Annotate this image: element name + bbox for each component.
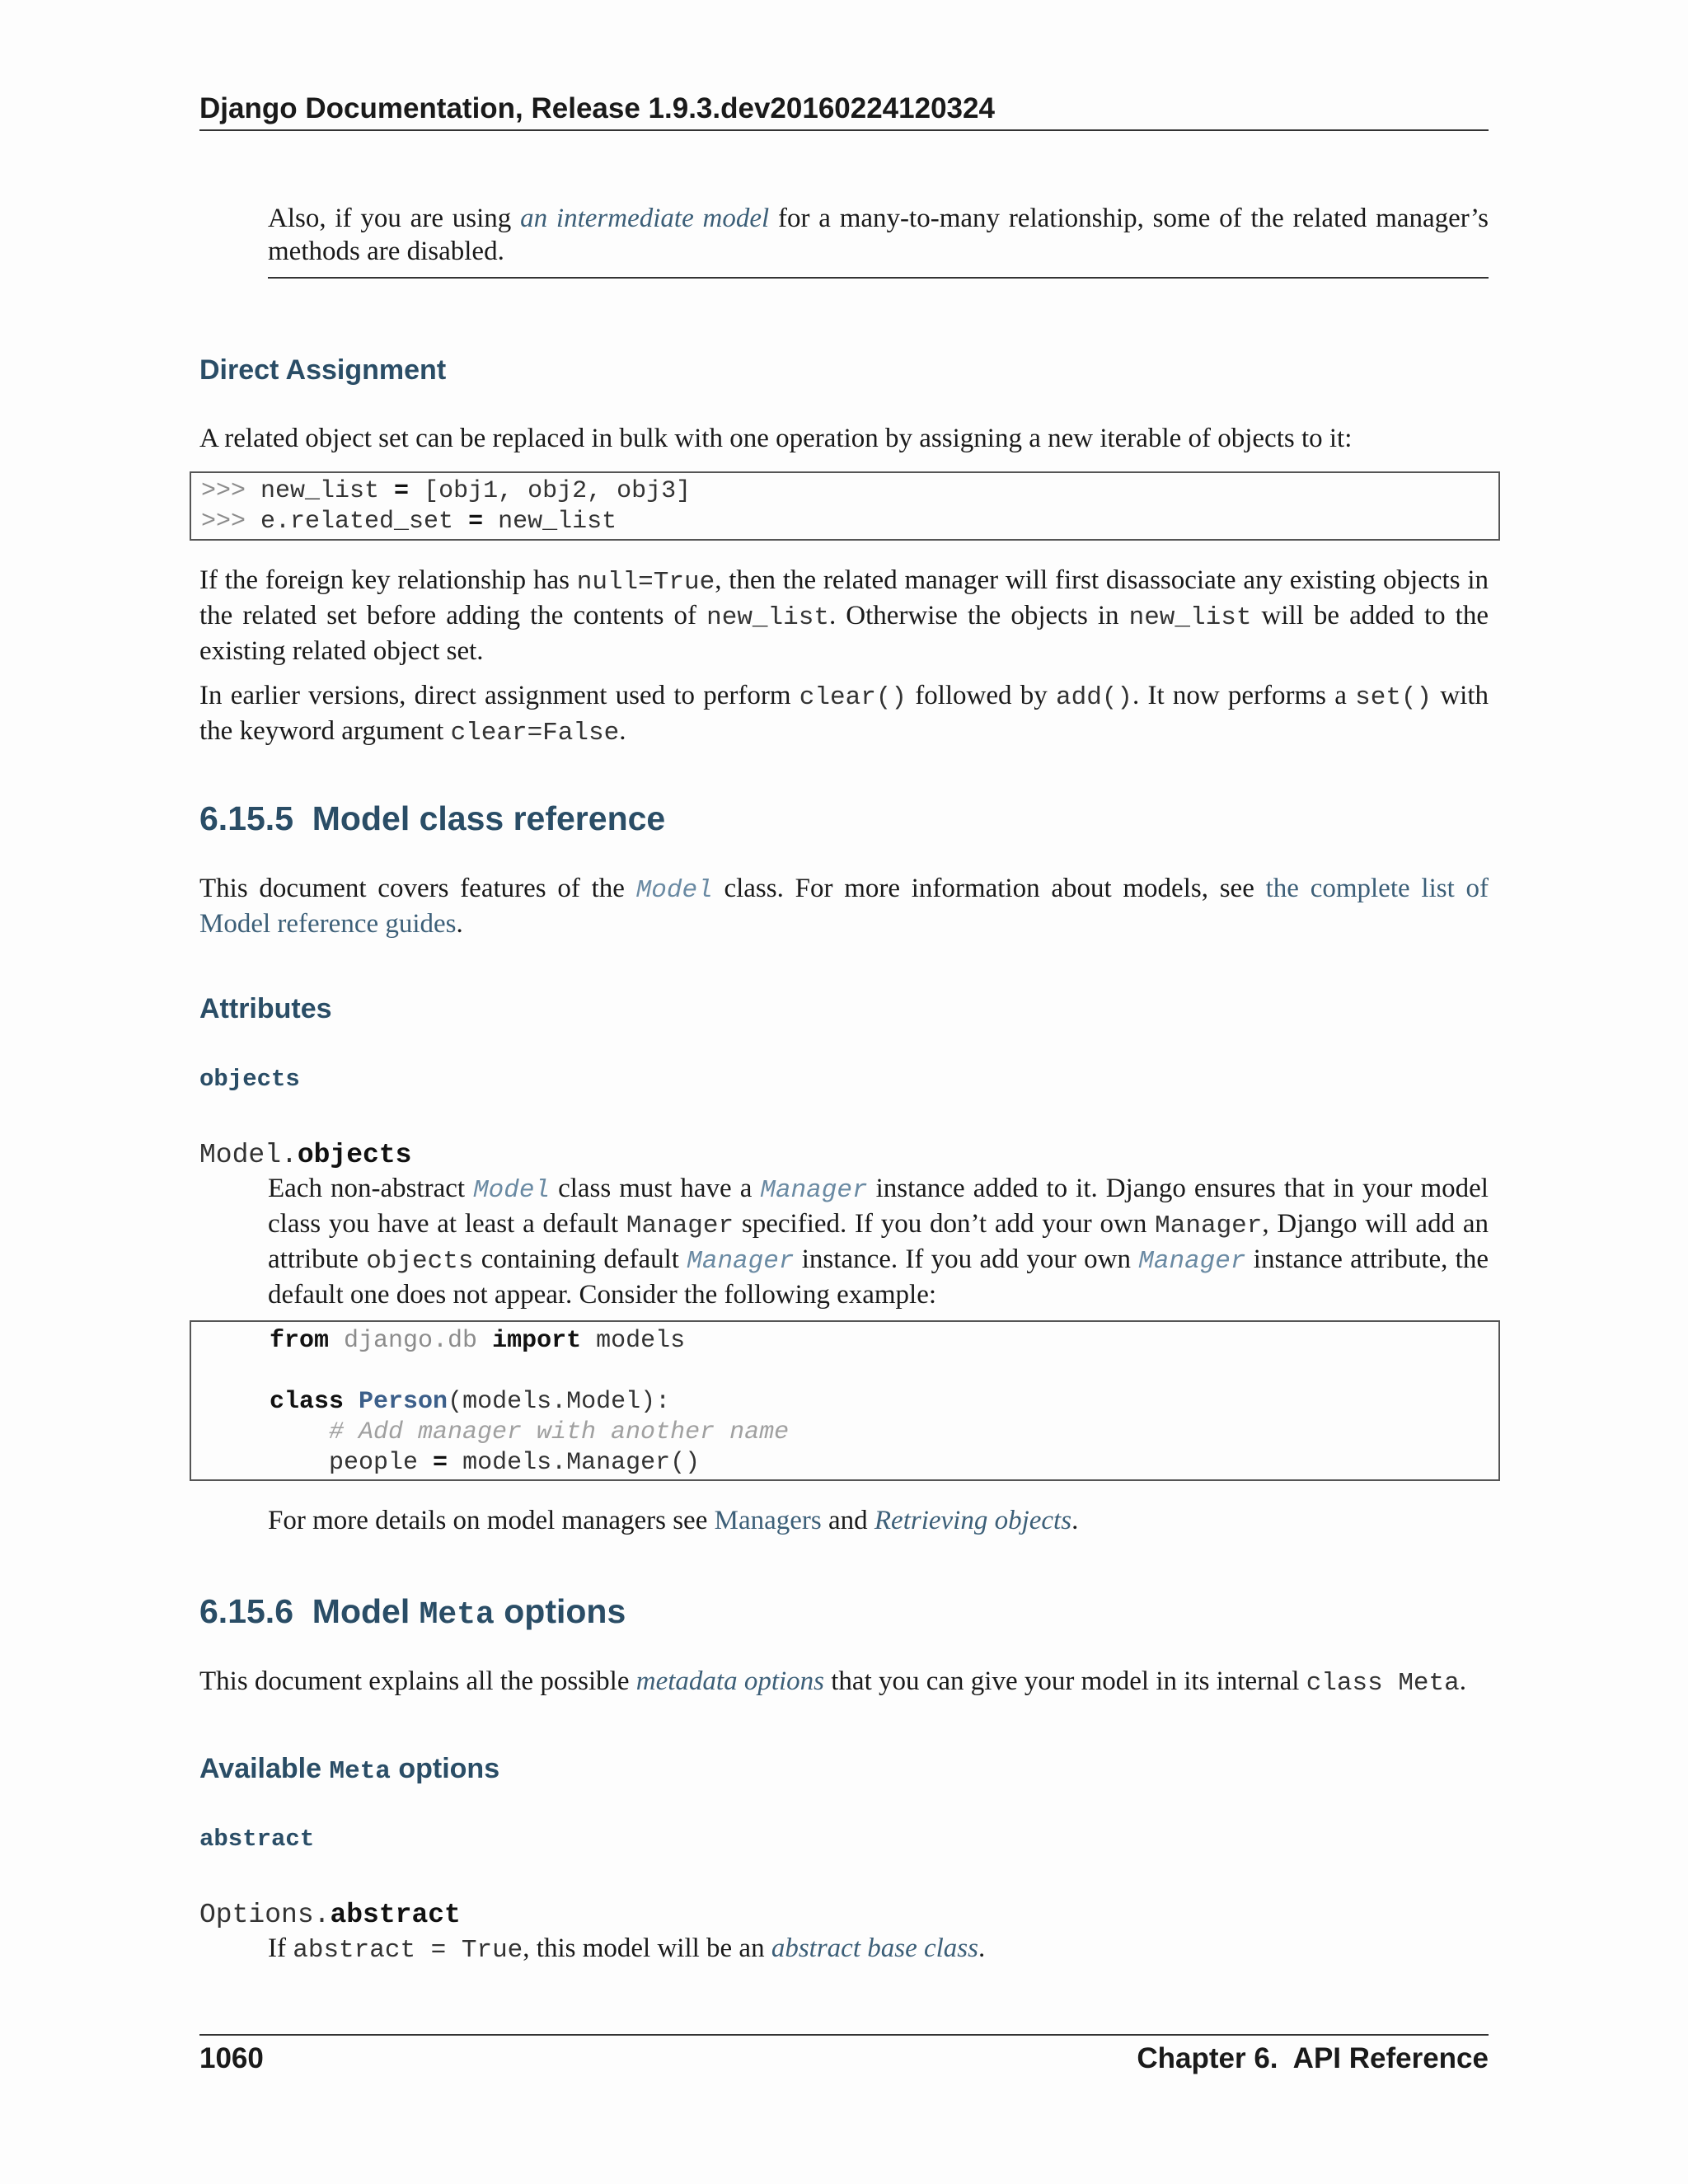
header-rule — [199, 129, 1489, 131]
managers-link[interactable]: Managers — [714, 1506, 822, 1535]
model-class-reference-heading: 6.15.5 Model class reference — [199, 799, 666, 837]
model-reference-guides-link[interactable]: the complete list of Model reference guides — [199, 874, 1489, 939]
model-managers-paragraph: For more details on model managers see Managers and Retrieving objects. — [268, 1506, 1079, 1535]
model-objects-description: Each non-abstract Model class must have a Manager instance added to it. Django ensures that in your model class you have at least a default Manager specified. If you don’t add your own Manager, Django will add an attribute objects containing default Manager instance. If you add your own Manager instance attribute, the default one does not appear. Consider the following example: — [268, 1174, 1489, 1310]
code-block-person-model — [190, 1320, 1500, 1481]
code-line: >>> e.related_set = new_list — [201, 508, 617, 536]
model-link[interactable]: Model — [473, 1176, 551, 1205]
model-link[interactable]: Model — [635, 876, 713, 905]
code-line: >>> new_list = [obj1, obj2, obj3] — [201, 477, 692, 505]
note-paragraph: Also, if you are using an intermediate model for a many-to-many relationship, some of the related manager’s methods are disabled. — [268, 204, 1489, 266]
meta-options-intro: This document explains all the possible metadata options that you can give your model in its internal class Meta. — [199, 1666, 1466, 1698]
manager-link[interactable]: Manager — [1138, 1247, 1246, 1276]
page-number: 1060 — [199, 2042, 264, 2074]
null-true-paragraph: If the foreign key relationship has null=True, then the related manager will first disassociate any existing objects in the related set before adding the contents of new_list. Otherwise the objects in new_list will be added to the existing related object set. — [199, 565, 1489, 666]
abstract-base-class-link[interactable]: abstract base class — [771, 1933, 978, 1963]
model-class-reference-intro: This document covers features of the Model class. For more information about models, see the complete list of Model reference guides. — [199, 874, 1489, 939]
intermediate-model-link[interactable]: an intermediate model — [520, 204, 770, 233]
code-line: class Person(models.Model): — [270, 1388, 671, 1416]
earlier-versions-paragraph: In earlier versions, direct assignment used to perform clear() followed by add(). It now performs a set() with the keyword argument clear=False. — [199, 681, 1489, 748]
options-abstract-signature: Options.abstract — [199, 1900, 461, 1930]
retrieving-objects-link[interactable]: Retrieving objects — [874, 1506, 1072, 1535]
abstract-heading: abstract — [199, 1825, 315, 1853]
objects-heading: objects — [199, 1066, 300, 1093]
code-line: people = models.Manager() — [329, 1449, 701, 1477]
direct-assignment-intro: A related object set can be replaced in bulk with one operation by assigning a new iterable of objects to it: — [199, 424, 1353, 453]
options-abstract-description: If abstract = True, this model will be an abstract base class. — [268, 1933, 986, 1965]
manager-link[interactable]: Manager — [687, 1247, 795, 1276]
available-meta-options-heading: Available Meta options — [199, 1753, 500, 1786]
code-line: # Add manager with another name — [329, 1418, 790, 1446]
footer-rule — [199, 2034, 1489, 2036]
metadata-options-link[interactable]: metadata options — [635, 1666, 824, 1696]
manager-link[interactable]: Manager — [760, 1176, 868, 1205]
model-meta-options-heading: 6.15.6 Model Meta options — [199, 1592, 626, 1633]
model-objects-signature: Model.objects — [199, 1140, 412, 1170]
note-rule — [268, 277, 1489, 279]
direct-assignment-heading: Direct Assignment — [199, 354, 447, 386]
chapter-title: Chapter 6. API Reference — [1137, 2042, 1489, 2074]
attributes-heading: Attributes — [199, 993, 332, 1024]
page-header-title: Django Documentation, Release 1.9.3.dev20160224120324 — [199, 92, 995, 124]
code-block-direct-assignment — [190, 471, 1500, 541]
code-line: from django.db import models — [270, 1327, 686, 1355]
